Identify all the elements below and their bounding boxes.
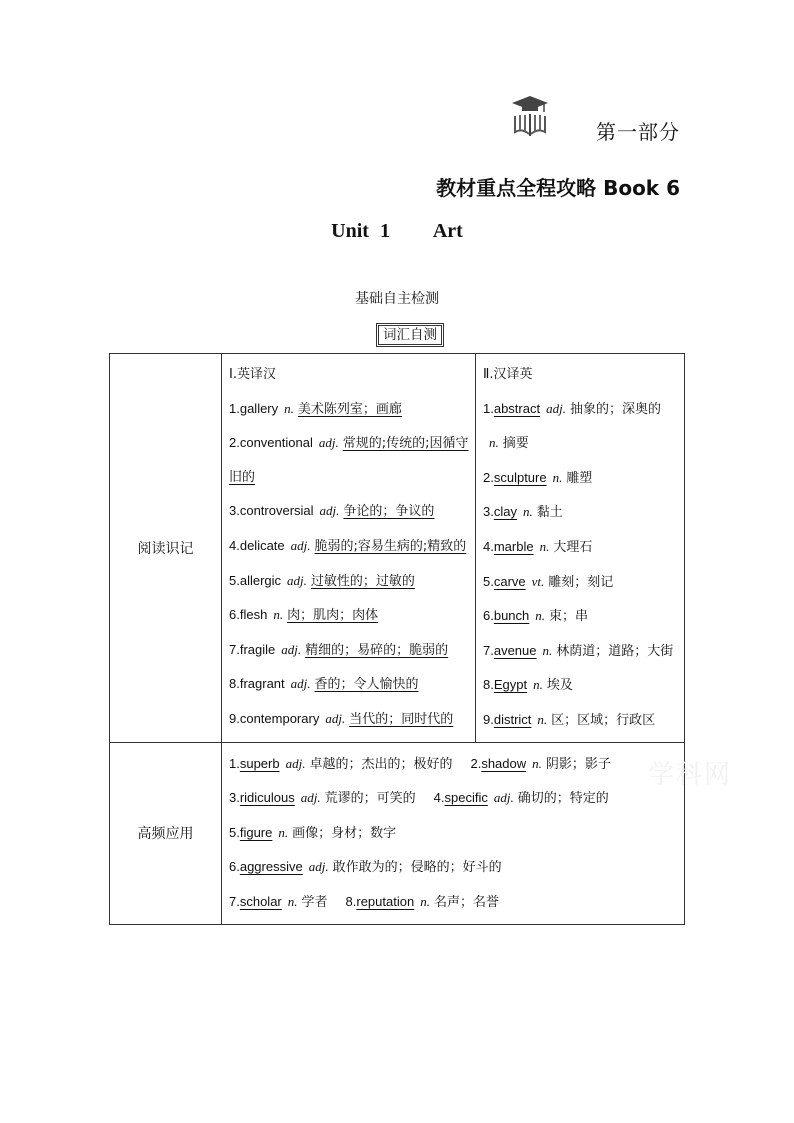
item-number: 2. (483, 469, 494, 485)
vocab-word: scholar (239, 893, 282, 909)
vocab-meaning: 林荫道；道路；大街 (556, 643, 674, 659)
part-of-speech: n. (537, 711, 548, 727)
item-number: 7. (229, 641, 240, 657)
list-item (229, 747, 678, 782)
vocab-word: bunch (493, 608, 530, 624)
vocab-meaning: 区；区域；行政区 (551, 712, 656, 728)
list-item (483, 668, 678, 703)
vocab-word: flesh (239, 607, 268, 623)
item-number: 7. (229, 893, 240, 909)
list-item (483, 703, 678, 738)
part-of-speech: adj. (290, 676, 311, 692)
item-number: 8. (483, 677, 494, 693)
item-number: 1. (483, 400, 494, 416)
vocab-word: Egypt (493, 677, 528, 693)
watermark: 学科网 (648, 760, 733, 790)
part-of-speech: n. (532, 755, 542, 771)
list-item (229, 529, 469, 564)
vocab-meaning: 精细的；易碎的；脆弱的 (305, 642, 449, 658)
vocab-meaning: 香的；令人愉快的 (314, 677, 419, 693)
part-of-speech: n. (278, 824, 289, 840)
list-item (229, 392, 469, 427)
vocab-meaning: 当代的；同时代的 (349, 711, 454, 727)
vocab-word: sculpture (493, 469, 547, 485)
item-number: 3. (229, 790, 240, 806)
part-of-speech: adj. (318, 435, 339, 451)
vocab-word: contemporary (239, 710, 320, 726)
list-item (483, 530, 678, 565)
item-number: 7. (483, 642, 494, 658)
part-of-speech: n. (552, 469, 563, 485)
vocab-meaning: 抽象的；深奥的 (569, 401, 661, 417)
unit-title: Unit 1 Art (331, 220, 463, 242)
vocab-word: specific (444, 790, 488, 806)
part-of-speech: n. (533, 677, 543, 693)
part-of-speech: adj. (308, 859, 329, 875)
en-zh-list (229, 358, 469, 737)
part-of-speech: n. (539, 538, 550, 554)
part-title: 第一部分 (596, 120, 680, 144)
part-of-speech: adj. (290, 537, 311, 553)
vocab-label: 词汇自测 (378, 325, 442, 345)
row-label-advanced: 高频应用 (110, 742, 222, 924)
item-number: 8. (229, 676, 240, 692)
vocab-meaning: 确切的；特定的 (517, 791, 609, 807)
vocab-meaning: 雕塑 (566, 470, 593, 486)
item-number: 1. (229, 755, 240, 771)
item-number: 3. (229, 503, 240, 519)
item-number: 5. (229, 824, 240, 840)
en-zh-cell (222, 354, 476, 743)
advanced-cell (222, 742, 685, 924)
vocab-word: superb (239, 755, 280, 771)
vocab-word: abstract (493, 400, 541, 416)
item-number: 6. (483, 608, 494, 624)
item-number: 1. (229, 400, 240, 416)
vocab-meaning: 争论的；争议的 (343, 504, 435, 520)
item-number: 4. (229, 537, 240, 553)
vocab-word: figure (239, 824, 273, 840)
part-of-speech: adj. (285, 755, 306, 771)
list-item (483, 565, 678, 600)
vocab-word: fragile (239, 641, 276, 657)
vocab-meaning: 敢作敢为的；侵略的；好斗的 (332, 860, 502, 876)
vocab-meaning: 卓越的；杰出的；极好的 (309, 756, 453, 772)
vocab-word: shadow (481, 755, 527, 771)
vocab-meaning: 阴影；影子 (545, 756, 611, 772)
vocab-word: conventional (239, 435, 313, 451)
vocab-meaning: 大理石 (553, 539, 593, 555)
part-of-speech: vt. (531, 573, 545, 589)
list-item (229, 702, 469, 737)
vocab-word: marble (493, 538, 534, 554)
part-of-speech: adj. (319, 503, 340, 519)
item-number: 6. (229, 607, 240, 623)
list-item (229, 426, 469, 494)
item-number: 5. (483, 573, 494, 589)
vocab-word: allergic (239, 572, 282, 588)
item-number: 9. (229, 710, 240, 726)
item-number: 2. (470, 755, 482, 771)
item-number: 9. (483, 711, 494, 727)
list-item (229, 598, 469, 633)
part-of-speech: n. (489, 435, 499, 451)
list-item (229, 885, 678, 920)
part-of-speech: n. (287, 893, 298, 909)
vocab-meaning: 肉；肌肉；肉体 (287, 608, 379, 624)
vocab-word: controversial (239, 503, 314, 519)
vocab-meaning: 脆弱的;容易生病的;精致的 (314, 538, 467, 554)
list-item (483, 634, 678, 669)
list-item (483, 392, 678, 461)
vocab-meaning: 束；串 (549, 609, 589, 625)
list-item (229, 781, 678, 816)
book-title: 教材重点全程攻略 Book 6 (436, 176, 680, 200)
vocab-word: avenue (493, 642, 537, 658)
item-number: 6. (229, 859, 240, 875)
item-number: 2. (229, 435, 240, 451)
zh-en-list (483, 358, 678, 738)
list-item (229, 494, 469, 529)
part-of-speech: n. (542, 642, 553, 658)
vocab-word: fragrant (239, 676, 285, 692)
vocab-word: clay (493, 504, 517, 520)
vocab-word: reputation (356, 893, 415, 909)
vocab-meaning: 荒谬的；可笑的 (324, 791, 416, 807)
part-of-speech: n. (273, 607, 284, 623)
part-of-speech: n. (522, 504, 533, 520)
part-of-speech: adj. (546, 400, 566, 416)
vocab-meaning: 摘要 (502, 436, 529, 452)
advanced-list (229, 747, 678, 920)
zh-en-heading: Ⅱ.汉译英 (483, 367, 533, 382)
part-of-speech: adj. (493, 790, 514, 806)
vocab-meaning: 雕刻；刻记 (548, 574, 614, 590)
vocab-meaning: 常规的;传统的;因循守旧的 (229, 436, 469, 485)
list-item (229, 850, 678, 885)
list-item (229, 667, 469, 702)
section-title: 基础自主检测 (355, 291, 439, 307)
zh-en-cell (476, 354, 685, 743)
list-item (229, 816, 678, 851)
book-cap-icon (510, 94, 550, 138)
table-row-advanced (110, 742, 685, 924)
vocab-meaning: 美术陈列室；画廊 (297, 401, 402, 417)
item-number: 4. (433, 790, 445, 806)
vocab-word: ridiculous (239, 790, 295, 806)
item-number: 8. (345, 893, 357, 909)
vocab-meaning: 埃及 (546, 678, 573, 694)
item-number: 5. (229, 572, 240, 588)
vocab-table (109, 353, 685, 925)
row-label-reading: 阅读识记 (110, 354, 222, 743)
item-number: 4. (483, 538, 494, 554)
vocab-word: aggressive (239, 859, 303, 875)
en-zh-heading: Ⅰ.英译汉 (229, 367, 276, 382)
part-of-speech: adj. (325, 710, 346, 726)
vocab-meaning: 过敏性的；过敏的 (310, 573, 415, 589)
list-item (483, 599, 678, 634)
part-of-speech: n. (535, 608, 546, 624)
list-item (229, 633, 469, 668)
part-of-speech: n. (284, 400, 294, 416)
vocab-meaning: 名声；名誉 (433, 894, 499, 910)
table-row-reading (110, 354, 685, 743)
part-of-speech: adj. (287, 572, 307, 588)
vocab-word: gallery (239, 400, 279, 416)
list-item (483, 461, 678, 496)
list-item (483, 495, 678, 530)
list-item (229, 564, 469, 599)
part-of-speech: n. (420, 893, 430, 909)
vocab-meaning: 学者 (301, 894, 328, 910)
vocab-word: district (493, 711, 532, 727)
part-of-speech: adj. (281, 641, 302, 657)
vocab-meaning: 画像；身材；数字 (292, 825, 397, 841)
vocab-word: carve (493, 573, 526, 589)
vocab-meaning: 黏土 (536, 505, 563, 521)
part-of-speech: adj. (300, 790, 321, 806)
item-number: 3. (483, 504, 494, 520)
vocab-word: delicate (239, 537, 285, 553)
